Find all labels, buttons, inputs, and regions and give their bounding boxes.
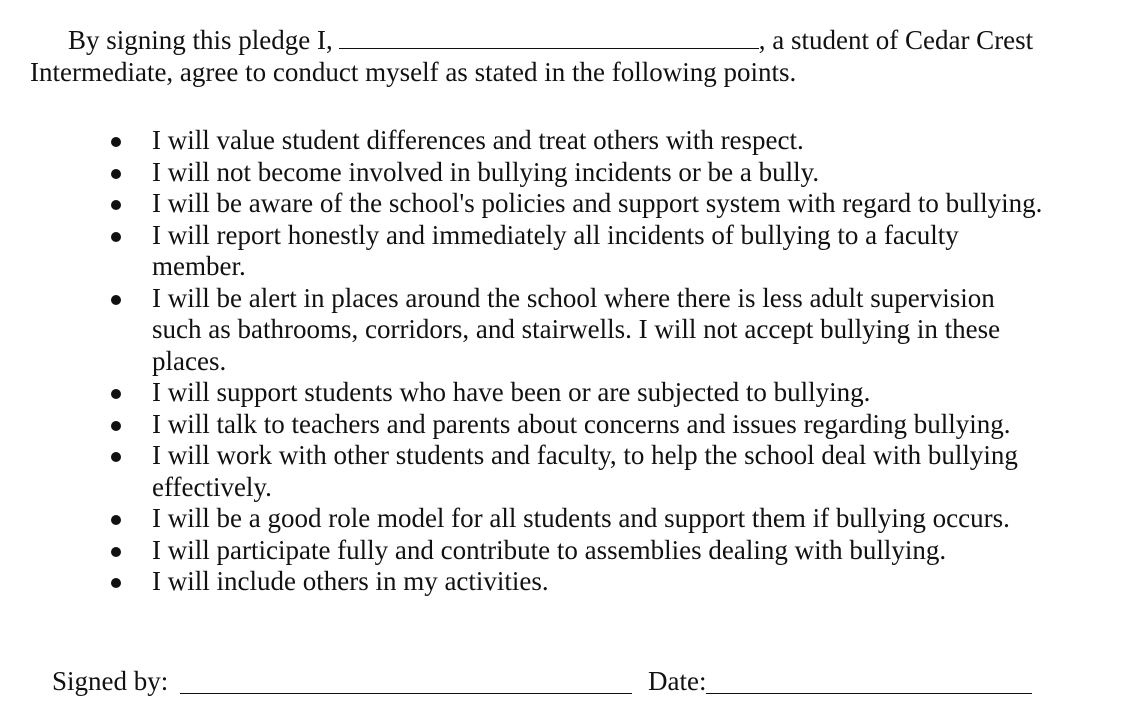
bullet-icon <box>111 515 121 525</box>
pledge-text: I will value student differences and treat others with respect. <box>152 125 804 155</box>
pledge-item <box>104 125 1044 157</box>
pledge-item <box>104 440 1044 503</box>
pledge-text: I will participate fully and contribute to assemblies dealing with bullying. <box>152 534 947 565</box>
pledge-item <box>104 220 1044 283</box>
pledge-text: I will work with other students and faculty, to help the school deal with bullying effectively. <box>152 440 1018 502</box>
pledge-text: I will include others in my activities. <box>152 566 549 596</box>
signature-row <box>52 666 1052 700</box>
intro-text-start: By signing this pledge I, <box>68 25 333 55</box>
pledge-item <box>104 409 1044 441</box>
date-label: Date: <box>648 666 707 696</box>
bullet-icon <box>111 200 121 210</box>
pledge-text: I will talk to teachers and parents about concerns and issues regarding bullying. <box>152 408 1011 439</box>
pledge-text: I will be alert in places around the school where there is less adult supervision such as bathrooms, corridors, and stairwells. I will not accept bullying in these places. <box>152 282 1001 376</box>
pledge-text: I will report honestly and immediately all incidents of bullying to a faculty member. <box>152 219 959 281</box>
pledge-list <box>104 125 1044 598</box>
pledge-text: I will be a good role model for all students and support them if bullying occurs. <box>152 503 1010 533</box>
bullet-icon <box>111 452 121 462</box>
pledge-item <box>104 157 1044 189</box>
pledge-item <box>104 377 1044 409</box>
bullet-icon <box>111 137 121 147</box>
bullet-icon <box>111 578 121 588</box>
signature-line <box>180 693 632 694</box>
pledge-text: I will support students who have been or are subjected to bullying. <box>152 377 871 407</box>
bullet-icon <box>111 232 121 242</box>
date-line <box>706 693 1032 694</box>
intro-text-end: , a student of Cedar Crest Intermediate, agree to conduct myself as stated in the following points. <box>30 25 1034 87</box>
bullet-icon <box>111 421 121 431</box>
bullet-icon <box>111 547 121 557</box>
pledge-item <box>104 283 1044 378</box>
pledge-intro <box>30 25 1090 88</box>
bullet-icon <box>111 295 121 305</box>
pledge-text: I will be aware of the school's policies and support system with regard to bullying. <box>152 188 1043 218</box>
student-name-blank <box>339 26 759 49</box>
pledge-item <box>104 188 1044 220</box>
pledge-text: I will not become involved in bullying incidents or be a bully. <box>152 156 820 187</box>
signed-by-label: Signed by: <box>52 666 169 696</box>
pledge-item <box>104 535 1044 567</box>
bullet-icon <box>111 389 121 399</box>
pledge-item <box>104 566 1044 598</box>
pledge-item <box>104 503 1044 535</box>
bullet-icon <box>111 169 121 179</box>
